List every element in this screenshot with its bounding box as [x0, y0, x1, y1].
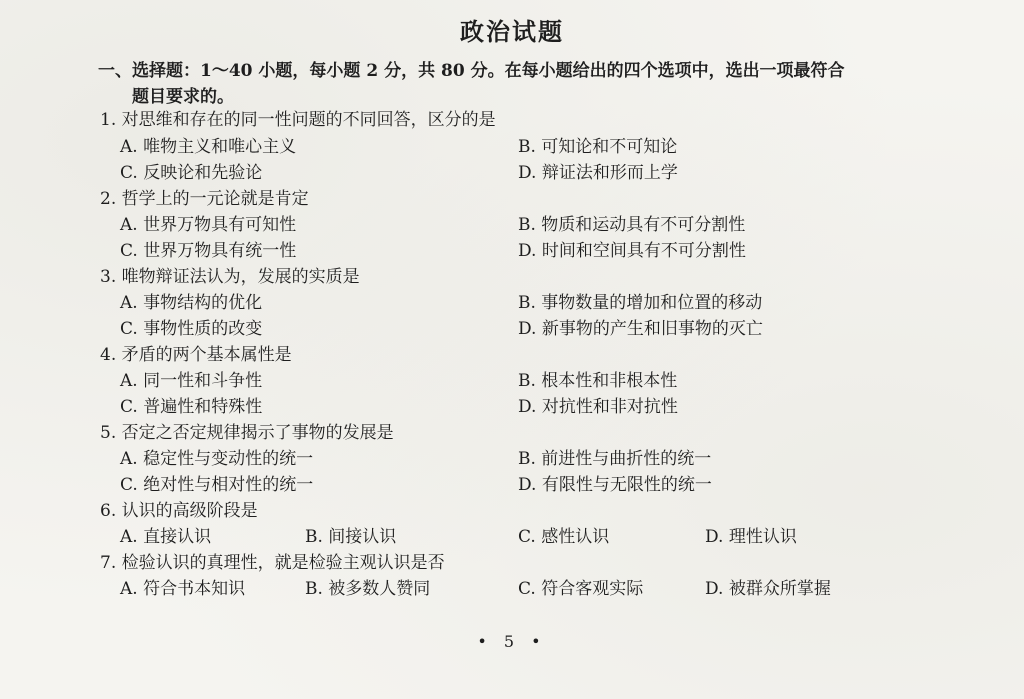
question-2-option-c: C. 世界万物具有统一性	[120, 241, 297, 261]
question-6-option-a: A. 直接认识	[120, 527, 212, 547]
section-heading-line2: 题目要求的。	[132, 87, 234, 107]
question-5-option-b: B. 前进性与曲折性的统一	[518, 449, 712, 469]
question-7-option-d: D. 被群众所掌握	[705, 579, 831, 599]
question-6-option-b: B. 间接认识	[305, 527, 397, 547]
section-heading	[98, 58, 928, 110]
question-3-stem: 3. 唯物辩证法认为，发展的实质是	[100, 267, 360, 287]
question-7-option-a: A. 符合书本知识	[120, 579, 246, 599]
question-6-option-d: D. 理性认识	[705, 527, 797, 547]
question-5-option-a: A. 稳定性与变动性的统一	[120, 449, 314, 469]
question-2-option-b: B. 物质和运动具有不可分割性	[518, 215, 746, 235]
question-2-option-d: D. 时间和空间具有不可分割性	[518, 241, 746, 261]
question-1-option-d: D. 辩证法和形而上学	[518, 163, 678, 183]
question-4-option-b: B. 根本性和非根本性	[518, 371, 678, 391]
question-2-stem: 2. 哲学上的一元论就是肯定	[100, 189, 309, 209]
section-heading-line1: 一、选择题：1～40 小题，每小题 2 分，共 80 分。在每小题给出的四个选项中，选出一项最符合	[98, 61, 845, 81]
question-4-option-a: A. 同一性和斗争性	[120, 371, 263, 391]
question-2-option-a: A. 世界万物具有可知性	[120, 215, 297, 235]
question-7-option-b: B. 被多数人赞同	[305, 579, 431, 599]
question-1-option-b: B. 可知论和不可知论	[518, 137, 678, 157]
question-1-option-c: C. 反映论和先验论	[120, 163, 263, 183]
question-4-option-c: C. 普遍性和特殊性	[120, 397, 263, 417]
question-4-stem: 4. 矛盾的两个基本属性是	[100, 345, 292, 365]
question-3-option-b: B. 事物数量的增加和位置的移动	[518, 293, 763, 313]
question-3-option-c: C. 事物性质的改变	[120, 319, 263, 339]
page-title: 政治试题	[460, 17, 564, 46]
question-3-option-d: D. 新事物的产生和旧事物的灭亡	[518, 319, 763, 339]
question-5-option-c: C. 绝对性与相对性的统一	[120, 475, 314, 495]
question-7-stem: 7. 检验认识的真理性，就是检验主观认识是否	[100, 553, 445, 573]
question-6-option-c: C. 感性认识	[518, 527, 610, 547]
question-1-stem: 1. 对思维和存在的同一性问题的不同回答，区分的是	[100, 110, 496, 130]
question-5-stem: 5. 否定之否定规律揭示了事物的发展是	[100, 423, 394, 443]
page-number: • 5 •	[477, 632, 547, 651]
question-1-option-a: A. 唯物主义和唯心主义	[120, 137, 297, 157]
question-4-option-d: D. 对抗性和非对抗性	[518, 397, 678, 417]
question-3-option-a: A. 事物结构的优化	[120, 293, 263, 313]
question-7-option-c: C. 符合客观实际	[518, 579, 644, 599]
question-6-stem: 6. 认识的高级阶段是	[100, 501, 258, 521]
question-5-option-d: D. 有限性与无限性的统一	[518, 475, 712, 495]
